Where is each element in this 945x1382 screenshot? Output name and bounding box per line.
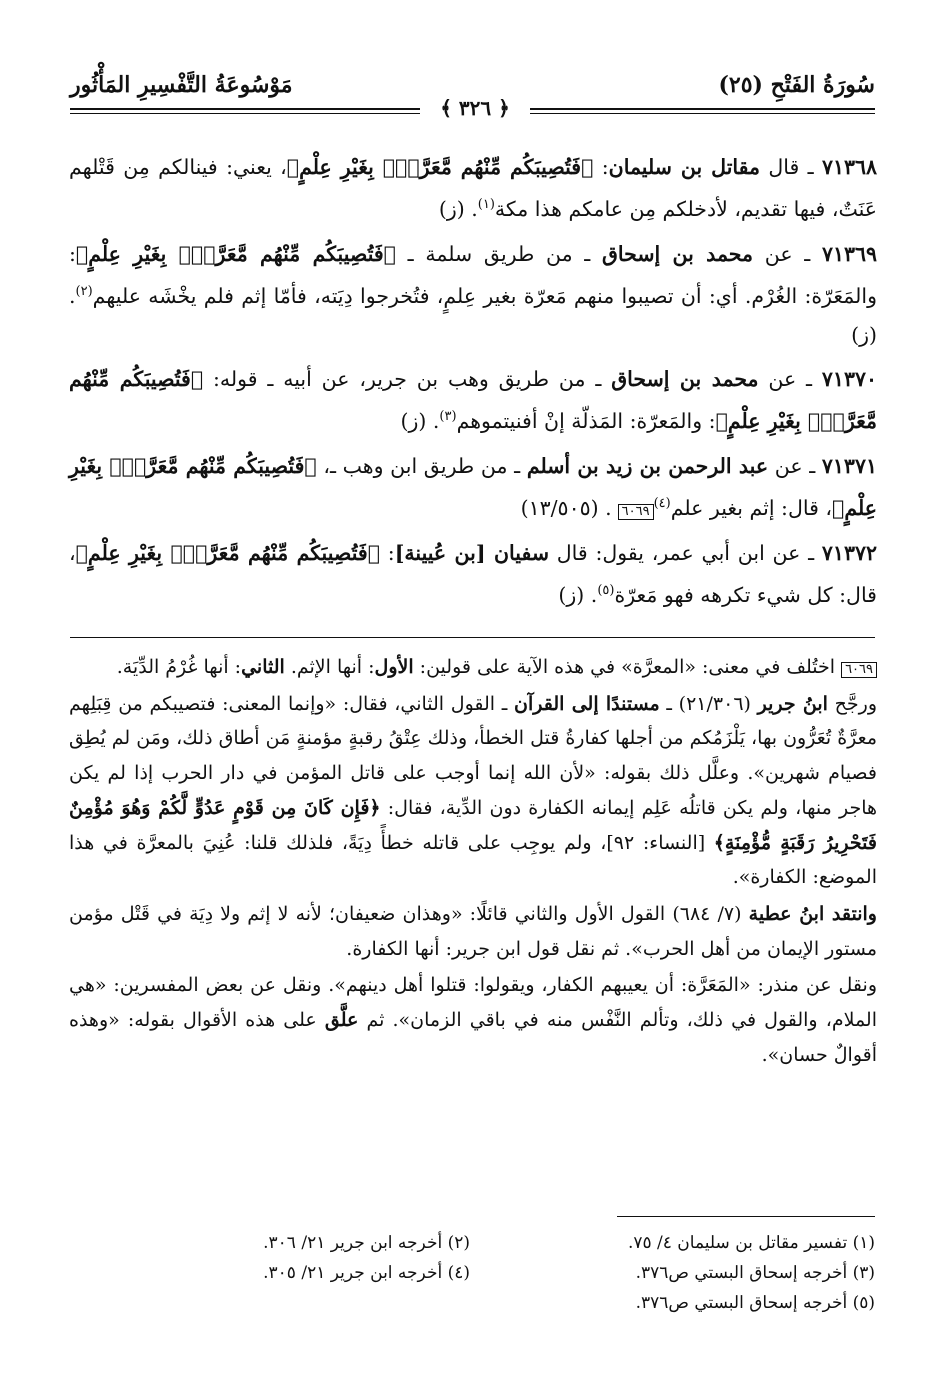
commentary-separator	[70, 637, 875, 638]
bold-name: سفيان [بن عُيينة]	[394, 540, 549, 565]
text-run: : والمَعَرّة: الغُرْم. أي: أن تصيبوا منهم مَعرّة بغير عِلمٍ، فتُخرجوا دِيَته، فأمّا إثم فلم يخْشَه عليهم	[69, 241, 877, 309]
bold-name: مقاتل بن سليمان	[608, 155, 760, 179]
bold-name: مستندًا إلى القرآن	[514, 692, 660, 715]
text-run: ـ عن	[753, 241, 822, 266]
narration-number: ٧١٣٦٩	[821, 241, 877, 266]
commentary-ref-box: ٦٠٦٩	[618, 504, 654, 520]
text-run: ـ القول الثاني، فقال: «وإنما المعنى: فتصيبكم من قِبَلِهم معرَّةٌ تُعَرُّون بها، يَلْزَمُكم من أجلها كفارةُ قتل الخطأ، وذلك عِتْقُ رقبةٍ مؤمنةٍ مَن أطاق ذلك، ومَن لم يُطِق فصيام شهرين». وعلَّل ذلك بقوله: «لأن الله إنما أوجب على قاتل المؤمن في دار الحرب إذا لم يكن هاجر منها، ولم يكن قاتلُه عَلِم إيمانه الكفارة دون الدِّية، فقال:	[69, 692, 878, 819]
bold-name: الثاني	[241, 656, 285, 678]
surah-title: سُورَةُ الفَتْحِ (٢٥)	[718, 72, 875, 98]
bold-name: عبد الرحمن بن زيد بن أسلم	[526, 453, 769, 478]
text-run: ـ من طريق وهب بن جرير، عن أبيه ـ قوله:	[203, 367, 612, 392]
text-run: : والمَعرّة: المَذلّة إنْ أفنيتموهم	[456, 409, 716, 434]
footnotes	[70, 1228, 875, 1318]
bold-name: ابنُ عطية	[748, 902, 825, 925]
text-run: ، قال: كل شيء تكرهه فهو مَعرّة	[69, 540, 877, 608]
text-run: ورجَّح	[827, 692, 878, 715]
bold-name: وانتقد	[824, 902, 877, 925]
text-run: ـ عن ابن أبي عمر، يقول: قال	[549, 540, 822, 565]
text-run: ـ من طريق سلمة ـ	[395, 241, 602, 266]
footnote-ref: (٤)	[653, 496, 671, 512]
bold-name: محمد بن إسحاق	[611, 367, 759, 392]
text-run: : أنها غُرْمُ الدِّيَة.	[116, 656, 242, 678]
text-run: ، قال: إثم بغير علم	[670, 496, 833, 521]
text-run: ـ عن	[758, 367, 822, 392]
narration-number: ٧١٣٧١	[821, 453, 877, 478]
quran-verse: ﴿فَتُصِيبَكُم مِّنْهُم مَّعَرَّةٌۢ بِغَيْرِ عِلْمٍ﴾	[69, 367, 877, 434]
text-run: اختُلف في معنى: «المعرَّة» في هذه الآية على قولين:	[413, 656, 836, 678]
commentary-paragraph	[69, 687, 877, 895]
narration-entry	[69, 447, 877, 528]
text-run: ، يعني: فينالكم مِن قَتْلهم عَنَتٌ، فيها تقديم، لأدخلكم مِن عامكم هذا مكة	[69, 155, 877, 222]
narration-entry	[69, 534, 877, 615]
narrations	[69, 148, 877, 621]
footnote-ref: (٣)	[439, 409, 457, 425]
quran-verse: ﴿فَإِن كَانَ مِن قَوْمٍ عَدُوٍّ لَّكُمْ وَهُوَ مُؤْمِنٌ فَتَحْرِيرُ رَقَبَةٍ مُّؤْمِنَةٍ﴾	[69, 796, 877, 854]
text-run: . (ز)	[400, 409, 440, 434]
text-run: . (١٣/٥٠٥)	[520, 496, 612, 521]
footnote: (٢) أخرجه ابن جرير ٢١/ ٣٠٦.	[263, 1233, 470, 1253]
text-run: ـ من طريق ابن وهب ـ،	[316, 453, 527, 478]
quran-verse: ﴿فَتُصِيبَكُم مِّنْهُم مَّعَرَّةٌۢ بِغَيْرِ عِلْمٍ﴾	[75, 540, 380, 565]
narration-entry	[69, 360, 877, 441]
footnote-ref: (١)	[477, 197, 495, 213]
commentary-paragraph	[69, 897, 877, 966]
text-run: (٧/ ٦٨٤) القول الأول والثاني قائلًا: «وهذان ضعيفان؛ لأنه لا إثم ولا دِيَة في قَتْل مؤمن مستور الإيمان من أهل الحرب». ثم نقل قول ابن جرير: أنها الكفارة.	[69, 902, 877, 960]
text-run: ـ عن	[768, 453, 822, 478]
text-run: (٢١/٣٠٦) ـ	[659, 692, 758, 715]
footnote: (٤) أخرجه ابن جرير ٢١/ ٣٠٥.	[263, 1263, 470, 1283]
footnote: (٥) أخرجه إسحاق البستي ص٣٧٦.	[635, 1293, 875, 1313]
quran-verse: ﴿فَتُصِيبَكُم مِّنْهُم مَّعَرَّةٌۢ بِغَيْرِ عِلْمٍ﴾	[75, 241, 396, 266]
text-run: . (ز)	[69, 284, 877, 347]
bold-name: محمد بن إسحاق	[601, 241, 754, 266]
footnote-separator	[617, 1216, 875, 1217]
quran-verse: ﴿فَتُصِيبَكُم مِّنْهُم مَّعَرَّةٌۢ بِغَيْرِ عِلْمٍ﴾	[69, 453, 877, 521]
text-run: :	[380, 540, 395, 565]
text-run: :	[593, 155, 609, 179]
text-run: ونقل عن منذر: «المَعَرَّة: أن يعيبهم الكفار، ويقولوا: قتلوا أهل دينهم». ونقل عن بعض المفسرين: «هي الملام، والقول في ذلك، وتألم النَّفْس منه في باقي الزمان». ثم	[69, 974, 877, 1032]
bold-name: الأول	[374, 656, 414, 678]
page-number: ﴿ ٣٢٦ ﴾	[420, 96, 530, 120]
commentary	[69, 650, 877, 1074]
text-run: : أنها الإثم.	[284, 656, 375, 678]
text-run: . (ز)	[558, 583, 598, 608]
footnote-ref: (٥)	[597, 583, 615, 599]
text-run: ـ قال	[760, 155, 822, 179]
text-run: . (ز)	[438, 197, 478, 222]
quran-verse: ﴿فَتُصِيبَكُم مِّنْهُم مَّعَرَّةٌۢ بِغَيْرِ عِلْمٍ﴾	[286, 155, 594, 179]
commentary-paragraph	[69, 968, 877, 1072]
footnote: (١) تفسير مقاتل بن سليمان ٤/ ٧٥.	[627, 1233, 875, 1253]
footnote-ref: (٢)	[75, 284, 93, 300]
narration-number: ٧١٣٦٨	[821, 155, 877, 179]
text-run: [النساء: ٩٢]، ولم يوجِب على قاتله خطأً دِيَةً، فلذلك قلنا: عُنِيَ بالمعرَّة في هذا الموضع: الكفارة».	[69, 831, 877, 889]
text-run: على هذه الأقوال بقوله: «وهذه أقوالٌ حسان».	[69, 1009, 877, 1066]
narration-number: ٧١٣٧٠	[821, 367, 877, 392]
narration-entry	[69, 148, 877, 229]
commentary-paragraph	[69, 650, 877, 685]
footnote: (٣) أخرجه إسحاق البستي ص٣٧٦.	[635, 1263, 875, 1283]
book-title: مَوْسُوعَةُ التَّفْسِيرِ المَأْثُور	[70, 72, 293, 98]
commentary-ref-box: ٦٠٦٩	[841, 662, 877, 678]
narration-number: ٧١٣٧٢	[821, 540, 877, 565]
narration-entry	[69, 235, 877, 354]
bold-name: علَّق	[324, 1009, 359, 1032]
bold-name: ابنُ جرير	[757, 692, 828, 715]
